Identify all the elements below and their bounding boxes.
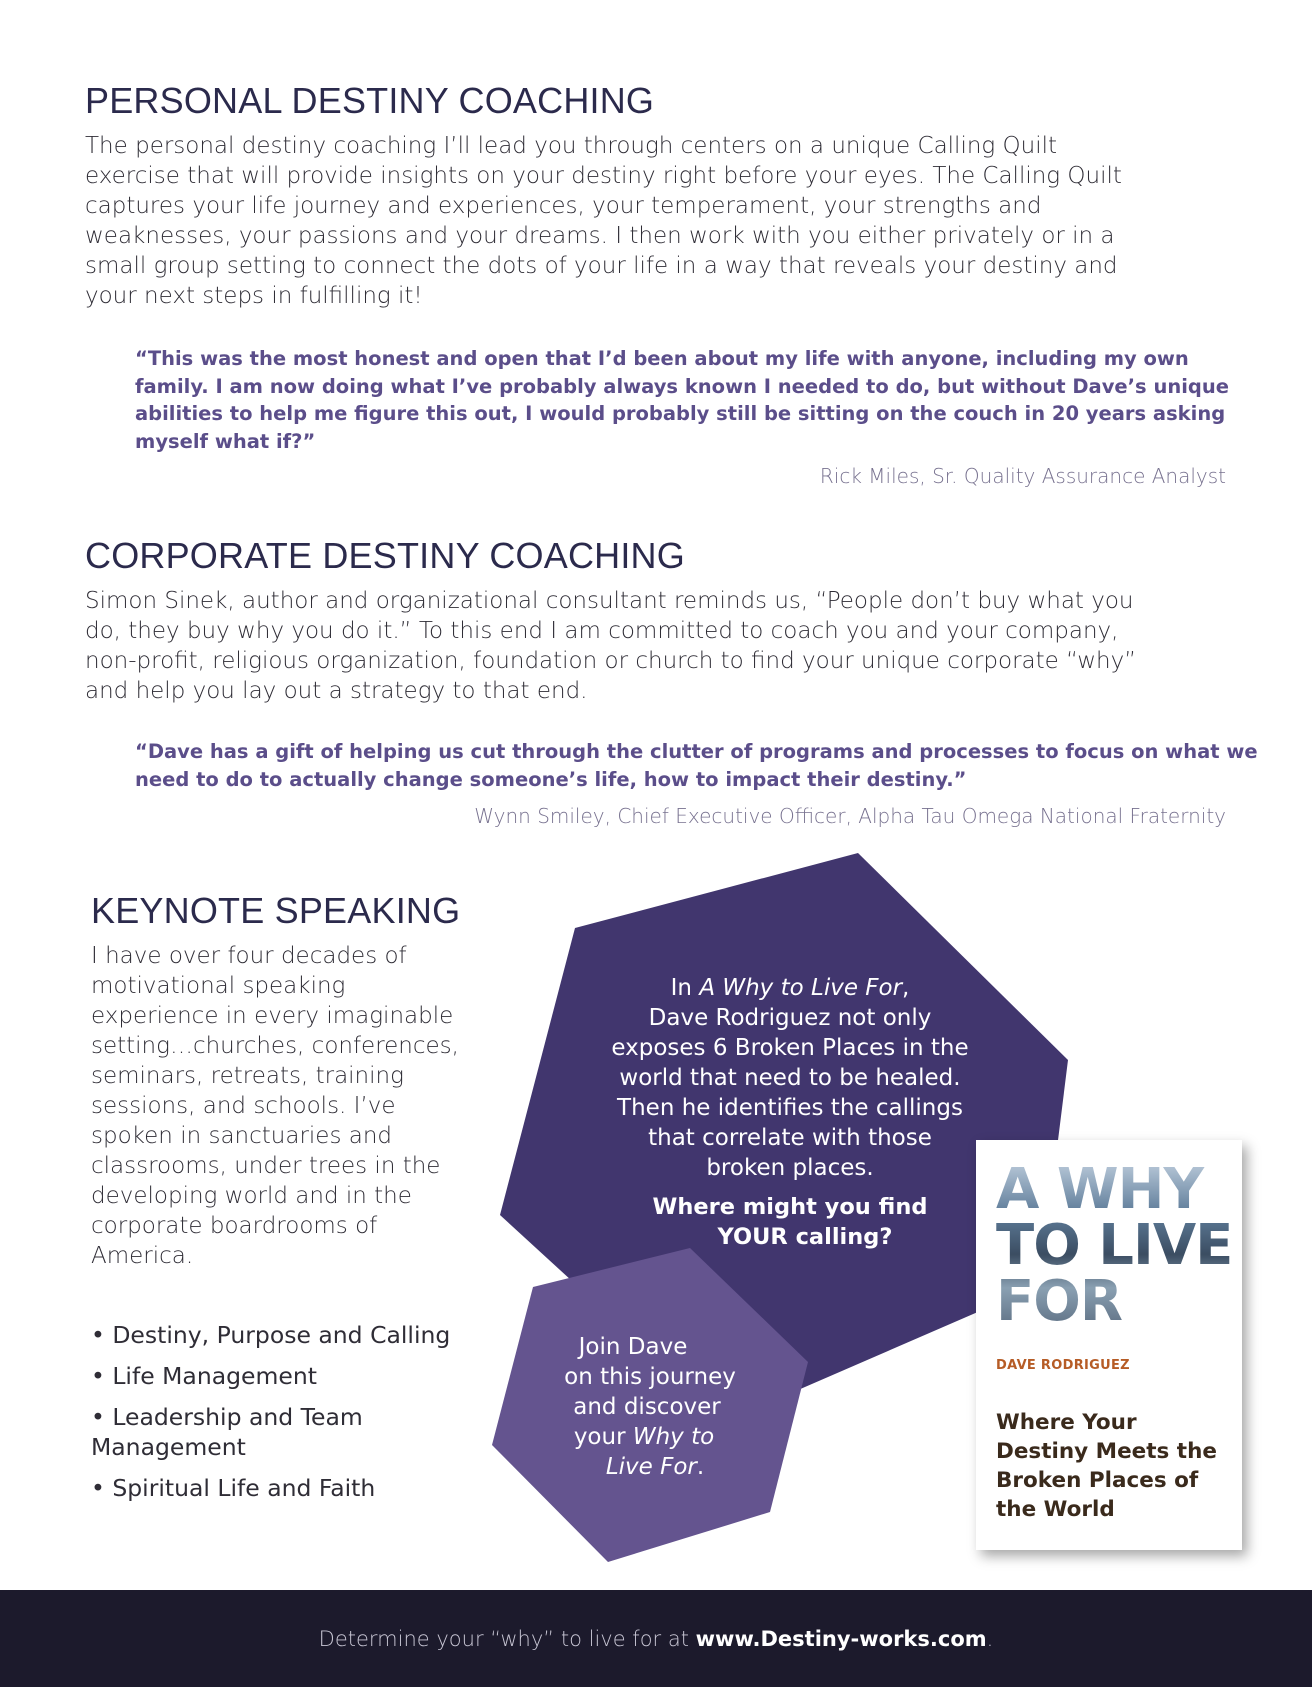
book-promo-intro: [580, 973, 1000, 1003]
text-line: small group setting to connect the dots of your life in a way that reveals your destiny and: [85, 253, 1118, 279]
cta-line: YOUR calling?: [717, 1224, 893, 1250]
join-end: .: [696, 1454, 705, 1480]
join-title-part: Live For: [605, 1454, 697, 1480]
text-line: captures your life journey and experiences, your temperament, your strengths and: [85, 193, 1042, 219]
text-line: non-profit, religious organization, foundation or church to find your unique corporate “why”: [85, 648, 1137, 674]
cta-line: Where might you find: [652, 1194, 928, 1220]
text-line: your next steps in fulfilling it!: [85, 283, 423, 309]
text-line: exercise that will provide insights on your destiny right before your eyes. The Calling Quilt: [85, 163, 1122, 189]
book-title-line: A WHY: [996, 1157, 1204, 1222]
book-title-line: TO LIVE: [996, 1213, 1233, 1278]
quote-line: “Dave has a gift of helping us cut through the clutter of programs and processes to focus on what we: [135, 740, 1258, 763]
text-line: classrooms, under trees in the: [91, 1153, 441, 1179]
text-line: [540, 1452, 760, 1482]
text-line: Dave Rodriguez not only: [648, 1005, 932, 1031]
text-line: developing world and in the: [91, 1183, 412, 1209]
quote-line: family. I am now doing what I’ve probably always known I needed to do, but without Dave’s unique: [135, 374, 1229, 398]
quote-line: myself what if?”: [135, 429, 316, 453]
intro-prefix: In: [670, 975, 700, 1001]
text-line: experience in every imaginable: [91, 1003, 454, 1029]
text-line: [540, 1422, 760, 1452]
personal-coaching-heading: PERSONAL DESTINY COACHING: [85, 80, 655, 121]
text-line: setting…churches, conferences,: [91, 1033, 459, 1059]
list-item: • Life Management: [91, 1362, 317, 1390]
footer-end: .: [986, 1627, 994, 1651]
quote-line: abilities to help me figure this out, I would probably still be sitting on the couch in 20 years asking: [135, 402, 1226, 425]
footer-bar: [0, 1590, 1312, 1687]
join-your: your: [573, 1424, 633, 1450]
text-line: The personal destiny coaching I’ll lead you through centers on a unique Calling Quilt: [85, 133, 1057, 159]
text-line: Then he identifies the callings: [617, 1095, 963, 1121]
website-link[interactable]: www.Destiny-works.com: [695, 1627, 987, 1651]
footer-prefix: Determine your “why” to live for at: [318, 1627, 696, 1651]
text-line: broken places.: [706, 1155, 874, 1181]
book-promo-cta: [620, 1192, 960, 1252]
text-line: spoken in sanctuaries and: [91, 1123, 393, 1149]
book-title-line: FOR: [996, 1269, 1122, 1334]
text-line: motivational speaking: [91, 973, 346, 999]
text-line: on this journey: [564, 1364, 736, 1390]
corporate-testimonial-attribution: Wynn Smiley, Chief Executive Officer, Alpha Tau Omega National Fraternity: [474, 804, 1226, 828]
text-line: seminars, retreats, training: [91, 1063, 404, 1089]
quote-line: need to do to actually change someone’s life, how to impact their destiny.”: [135, 767, 967, 791]
text-line: I have over four decades of: [91, 943, 407, 969]
footer-text: [0, 1627, 1312, 1651]
personal-testimonial-attribution: Rick Miles, Sr. Quality Assurance Analyst: [819, 464, 1226, 488]
text-line: world that need to be healed.: [619, 1065, 961, 1091]
text-line: America.: [91, 1243, 194, 1269]
list-item: • Spiritual Life and Faith: [91, 1474, 376, 1502]
corporate-coaching-heading: CORPORATE DESTINY COACHING: [85, 535, 685, 576]
book-cover: [976, 1140, 1242, 1550]
text-line: Join Dave: [578, 1334, 688, 1360]
text-line: sessions, and schools. I’ve: [91, 1093, 396, 1119]
text-line: exposes 6 Broken Places in the: [611, 1035, 969, 1061]
intro-book-title: A Why to Live For: [699, 975, 903, 1001]
keynote-speaking-heading: KEYNOTE SPEAKING: [91, 890, 461, 931]
text-line: do, they buy why you do it.” To this end I am committed to coach you and your company,: [85, 618, 1119, 644]
text-line: weaknesses, your passions and your dreams. I then work with you either privately or in a: [85, 223, 1115, 249]
book-cover-author: DAVE RODRIGUEZ: [996, 1358, 1130, 1373]
text-line: and help you lay out a strategy to that end.: [85, 678, 588, 704]
book-promo-text: [580, 973, 1000, 1183]
quote-line: “This was the most honest and open that I’d been about my life with anyone, including my own: [135, 347, 1189, 370]
text-line: and discover: [573, 1394, 721, 1420]
text-line: Simon Sinek, author and organizational consultant reminds us, “People don’t buy what you: [85, 588, 1134, 614]
intro-suffix: ,: [902, 975, 910, 1001]
book-cover-title: [996, 1157, 1233, 1334]
join-journey-text: [540, 1332, 760, 1482]
text-line: corporate boardrooms of: [91, 1213, 378, 1239]
list-item: • Destiny, Purpose and Calling: [91, 1321, 451, 1349]
join-title-part: Why to: [632, 1424, 715, 1450]
text-line: that correlate with those: [648, 1125, 932, 1151]
list-item: • Leadership and Team Management: [91, 1403, 363, 1461]
book-cover-subtitle: Where Your Destiny Meets the Broken Places of the World: [996, 1410, 1217, 1522]
